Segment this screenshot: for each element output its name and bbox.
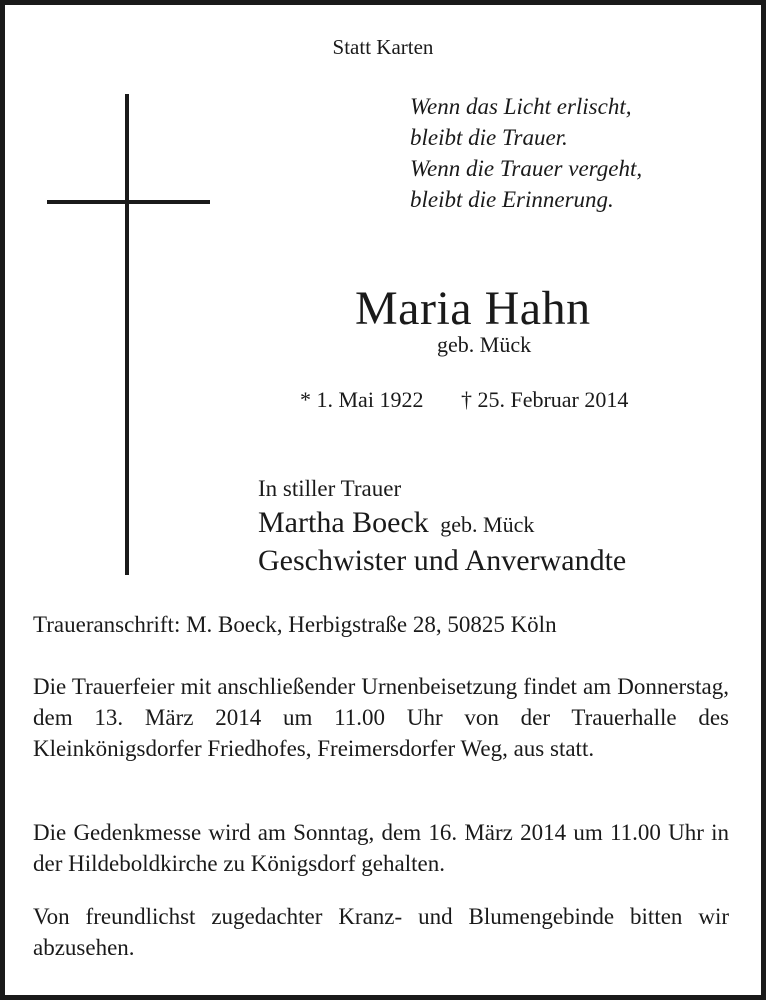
flowers-request-paragraph: Von freundlichst zugedachter Kranz- und Blumengebinde bitten wir abzusehen. (33, 904, 729, 960)
memorial-mass-paragraph: Die Gedenkmesse wird am Sonntag, dem 16. März 2014 um 11.00 Uhr in der Hildeboldkirche zu Königsdorf gehalten. (33, 820, 729, 876)
birth-date: * 1. Mai 1922 (300, 387, 424, 412)
death-date: † 25. Februar 2014 (460, 387, 629, 412)
header-text: Statt Karten (332, 35, 434, 59)
verse-line: Wenn das Licht erlischt, (410, 94, 632, 119)
life-dates (300, 387, 628, 413)
mourning-address: Traueranschrift: M. Boeck, Herbigstraße 28, 50825 Köln (33, 612, 557, 637)
verse-line: Wenn die Trauer vergeht, (410, 156, 643, 181)
mourner-name (258, 506, 534, 540)
mourner-maiden-name: geb. Mück (440, 512, 535, 537)
mourners-label: In stiller Trauer (258, 476, 402, 501)
mourner-name-text: Martha Boeck (258, 506, 429, 539)
cross-icon (125, 94, 129, 575)
deceased-name: Maria Hahn (355, 282, 591, 335)
mourners-family: Geschwister und Anverwandte (258, 544, 627, 577)
deceased-maiden-name: geb. Mück (437, 332, 532, 357)
verse-line: bleibt die Erinnerung. (410, 187, 614, 212)
cross-icon-bar (47, 200, 210, 204)
verse-line: bleibt die Trauer. (410, 125, 568, 150)
memorial-verse (410, 91, 642, 215)
funeral-info-paragraph: Die Trauerfeier mit anschließender Urnenbeisetzung findet am Donnerstag, dem 13. März 2014 um 11.00 Uhr von der Trauerhalle des Kleinkönigsdorfer Friedhofes, Freimersdorfer Weg, aus statt. (33, 674, 729, 761)
